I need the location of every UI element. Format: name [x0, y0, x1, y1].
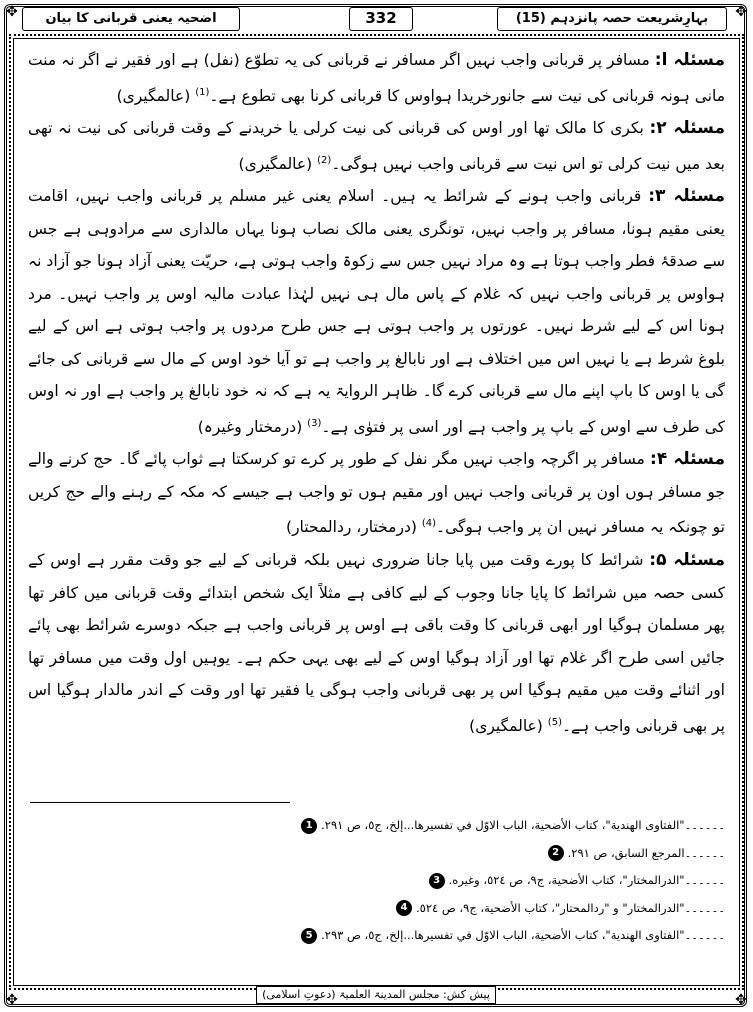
corner-ornament-icon: ✥: [6, 992, 18, 1008]
footnote-ref[interactable]: (2): [317, 154, 332, 166]
masala-paragraph: [28, 44, 725, 112]
masala-paragraph: [28, 180, 725, 443]
masala-source: (درمختار وغیرہ): [197, 417, 308, 436]
footnote-number[interactable]: 2: [548, 845, 564, 861]
footnote-ref[interactable]: (1): [195, 86, 210, 98]
page-header: [16, 7, 737, 33]
footnote-number[interactable]: 5: [301, 928, 317, 944]
footnote-number[interactable]: 1: [301, 818, 317, 834]
masala-label: مسئلہ ۵:: [649, 550, 725, 571]
masala-paragraph: [28, 544, 725, 742]
footnote-divider: [30, 802, 290, 803]
masala-label: مسئلہ ۲:: [649, 118, 725, 139]
masala-source: (عالمگیری): [238, 154, 318, 173]
masala-source: (عالمگیری): [469, 716, 548, 735]
footnote-ref[interactable]: (3): [307, 417, 322, 429]
publisher-credit: پیش کش: مجلس المدینۃ العلمیۃ (دعوتِ اسلامی): [256, 986, 496, 1004]
masala-label: مسئلہ ۴:: [650, 449, 725, 470]
book-title: بہارِشریعت حصہ پانزدہم (15): [497, 7, 727, 31]
masala-text: مسافر پر اگرچہ واجب نہیں مگر نفل کے طور پر کرے تو کرسکتا ہے ثواب پائے گا۔ حج کرنے والے جو مسافر ہوں اون پر قربانی واجب نہیں اور مقیم ہوں تو واجب ہے جیسے کہ مکہ کے رہنے والے حج کریں تو چونکہ یہ مسافر نہیں ان پر واجب ہوگی۔: [28, 450, 725, 537]
footnote-item: [24, 840, 725, 868]
footnote-text: ۔۔۔۔۔۔المرجع السابق، ص ٢٩١.: [567, 845, 725, 860]
footnote-ref[interactable]: (4): [421, 518, 437, 530]
corner-ornament-icon: ✥: [6, 4, 18, 20]
footnote-text: ۔۔۔۔۔۔"الدرالمختار"، كتاب الأضحية، ج٩، ص ٥٢٤، وغيره.: [448, 873, 725, 887]
corner-ornament-icon: ✥: [735, 4, 747, 20]
footnote-item: [24, 922, 725, 950]
masala-text: مسافر پر قربانی واجب نہیں اگر مسافر نے قربانی کی یہ تطوّع (نفل) ہے اور فقیر نے اگر نہ منت مانی ہونہ قربانی کی نیت سے جانورخریدا ہواوس کا قربانی کرنا بھی تطوع ہے۔: [28, 51, 725, 105]
page-footer: [0, 986, 753, 1006]
footnote-item: [24, 867, 725, 895]
footnote-number[interactable]: 3: [429, 873, 445, 889]
main-text: [28, 44, 725, 742]
masala-text: قربانی واجب ہونے کے شرائط یہ ہیں۔ اسلام یعنی غیر مسلم پر قربانی واجب نہیں، اقامت یعنی مقیم ہونا، مسافر پر واجب نہیں، تونگری یعنی مالک نصاب ہونا یہاں مالداری سے مرادوہی ہے جس سے صدقۂ فطر واجب ہوتا ہے وہ مراد نہیں جس سے زکوۃ واجب ہوتی ہے، حریّت یعنی آزاد ہونا جو آزاد نہ ہواوس پر قربانی واجب نہیں کہ غلام کے پاس مال ہی نہیں لہٰذا عبادت مالیہ اوس پر واجب نہیں۔ مرد ہونا اس کے لیے شرط نہیں۔ عورتوں پر واجب ہوتی ہے جس طرح مردوں پر واجب ہوتی ہے اس کے لیے بلوغ شرط ہے یا نہیں اس میں اختلاف ہے اور نابالغ پر واجب ہے تو آیا خود اوس کے مال سے قربانی کی جائے گی یا اوس کا باپ اپنے مال سے قربانی کرے گا۔ ظاہر الروایۃ یہ ہے کہ نہ خود نابالغ پر واجب ہے اور نہ اوس کی طرف سے اوس کے باپ پر واجب ہے اور اسی پر فتوٰی ہے۔: [28, 187, 725, 436]
corner-ornament-icon: ✥: [735, 992, 747, 1008]
masala-source: (عالمگیری): [116, 86, 196, 105]
page-number: 332: [349, 7, 413, 31]
footnote-item: [24, 895, 725, 923]
masala-paragraph: [28, 443, 725, 544]
masala-text: شرائط کا پورے وقت میں پایا جانا ضروری نہیں بلکہ قربانی کے لیے جو وقت مقرر ہے اوس کے کسی حصہ میں شرائط کا پایا جانا وجوب کے لیے کافی ہے مثلاً ایک شخص ابتدائے وقت قربانی میں کافر تھا پھر مسلمان ہوگیا اور ابھی قربانی کا وقت باقی ہے اوس پر قربانی واجب ہے جبکہ دوسرے شرائط بھی پائے جائیں اسی طرح اگر غلام تھا اور آزاد ہوگیا اوس کے لیے بھی یہی حکم ہے۔ یوہیں اول وقت میں مسافر تھا اور اثنائے وقت میں مقیم ہوگیا اس پر بھی قربانی واجب ہوگی یا فقیر تھا اور وقت کے اندر مالدار ہوگیا اس پر بھی قربانی واجب ہے۔: [28, 551, 725, 735]
footnote-text: ۔۔۔۔۔۔"الدرالمختار" و "ردالمحتار"، كتاب الأضحية، ج٩، ص ٥٢٤.: [416, 900, 725, 915]
masala-text: بکری کا مالک تھا اور اوس کی قربانی کی نیت کرلی یا خریدنے کے وقت قربانی کی نیت نہ تھی بعد میں نیت کرلی تو اس نیت سے قربانی واجب نہیں ہوگی۔: [28, 119, 725, 173]
footnote-text: ۔۔۔۔۔۔"الفتاوى الهندية"، كتاب الأضحية، الباب الاوّل في تفسيرها...إلخ، ج٥، ص ٢٩١.: [321, 818, 725, 832]
masala-paragraph: [28, 112, 725, 180]
masala-label: مسئلہ ا:: [654, 50, 725, 70]
masala-label: مسئلہ ۳:: [648, 186, 725, 207]
masala-source: (درمختار، ردالمحتار): [286, 518, 422, 537]
footnote-number[interactable]: 4: [396, 900, 412, 916]
chapter-title: اضحیہ یعنی قربانی کا بیان: [22, 7, 240, 31]
footnote-item: [24, 812, 725, 840]
footnotes: [24, 812, 725, 950]
footnote-ref[interactable]: (5): [547, 716, 562, 728]
footnote-text: ۔۔۔۔۔۔"الفتاوى الهندية"، كتاب الأضحية، الباب الاوّل في تفسيرها...إلخ، ج٥، ص ٢٩٣.: [321, 928, 725, 942]
